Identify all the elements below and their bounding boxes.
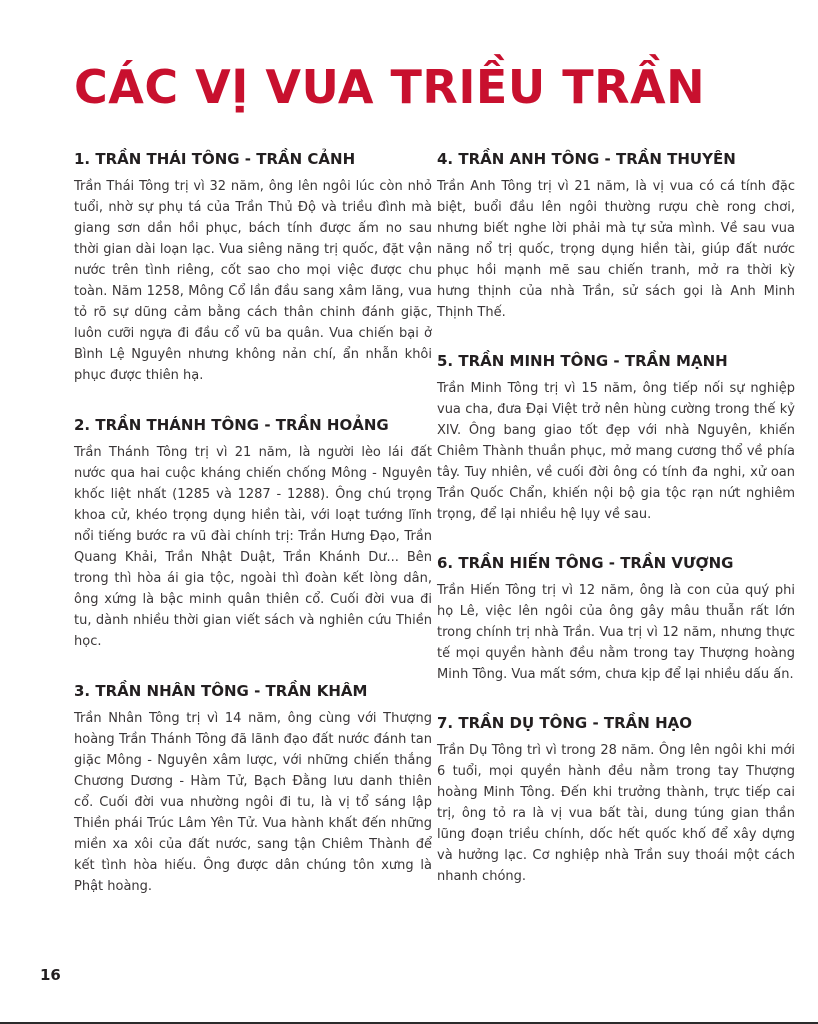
section-tran-du-tong: [437, 712, 795, 887]
section-tran-thai-tong: [74, 148, 432, 386]
section-body: Trần Nhân Tông trị vì 14 năm, ông cùng với Thượng hoàng Trần Thánh Tông đã lãnh đạo đất nước đánh tan giặc Mông - Nguyên xâm lược, với những chiến thắng Chương Dương - Hàm Tử, Bạch Đằng lưu danh thiên cổ. Cuối đời vua nhường ngôi đi tu, là vị tổ sáng lập Thiền phái Trúc Lâm Yên Tử. Vua hành khất đến những miền xa xôi của đất nước, sang tận Chiêm Thành để kết tình hòa hiếu. Ông được dân chúng tôn xưng là Phật hoàng.: [74, 711, 432, 894]
section-tran-hien-tong: [437, 552, 795, 685]
section-heading: 3. TRẦN NHÂN TÔNG - TRẦN KHÂM: [74, 682, 368, 700]
section-body: Trần Thánh Tông trị vì 21 năm, là người lèo lái đất nước qua hai cuộc kháng chiến chống Mông - Nguyên khốc liệt nhất (1285 và 1287 - 1288). Ông chú trọng khoa cử, khéo trọng dụng hiền tài, với loạt tướng lĩnh nổi tiếng bước ra vũ đài chính trị: Trần Hưng Đạo, Trần Quang Khải, Trần Nhật Duật, Trần Khánh Dư... Bên trong thì hòa ái gia tộc, ngoài thì đoàn kết lòng dân, ông xứng là bậc minh quân thiên cổ. Cuối đời vua đi tu, dành nhiều thời gian viết sách và nghiên cứu Thiền học.: [74, 445, 432, 649]
section-heading: 6. TRẦN HIẾN TÔNG - TRẦN VƯỢNG: [437, 554, 734, 572]
section-body: Trần Hiến Tông trị vì 12 năm, ông là con của quý phi họ Lê, việc lên ngôi của ông gây mâu thuẫn rất lớn trong chính trị nhà Trần. Vua trị vì 12 năm, nhưng thực tế mọi quyền hành đều nằm trong tay Thượng hoàng Minh Tông. Vua mất sớm, chưa kịp để lại nhiều dấu ấn.: [437, 583, 795, 682]
section-heading: 5. TRẦN MINH TÔNG - TRẦN MẠNH: [437, 352, 728, 370]
right-column: [437, 148, 795, 914]
section-tran-thanh-tong: [74, 414, 432, 652]
section-tran-anh-tong: [437, 148, 795, 323]
section-tran-minh-tong: [437, 350, 795, 525]
section-body: Trần Anh Tông trị vì 21 năm, là vị vua có cá tính đặc biệt, buổi đầu lên ngôi thường rượu chè rong chơi, nhưng biết nghe lời phải mà tự sửa mình. Về sau vua năng nổ trị quốc, trọng dụng hiền tài, giúp đất nước phục hồi mạnh mẽ sau chiến tranh, mở ra thời kỳ hưng thịnh của nhà Trần, sử sách gọi là Anh Minh Thịnh Thế.: [437, 179, 795, 320]
section-heading: 4. TRẦN ANH TÔNG - TRẦN THUYÊN: [437, 150, 736, 168]
section-body: Trần Minh Tông trị vì 15 năm, ông tiếp nối sự nghiệp vua cha, đưa Đại Việt trở nên hùng cường trong thế kỷ XIV. Ông bang giao tốt đẹp với nhà Nguyên, khiến Chiêm Thành thuần phục, mở mang cương thổ về phía tây. Tuy nhiên, về cuối đời ông có tính đa nghi, xử oan Trần Quốc Chẩn, khiến nội bộ gia tộc rạn nứt nghiêm trọng, để lại nhiều hệ lụy về sau.: [437, 381, 795, 522]
page-title: CÁC VỊ VUA TRIỀU TRẦN: [74, 60, 706, 114]
section-heading: 1. TRẦN THÁI TÔNG - TRẦN CẢNH: [74, 150, 356, 168]
section-body: Trần Thái Tông trị vì 32 năm, ông lên ngôi lúc còn nhỏ tuổi, nhờ sự phụ tá của Trần Thủ Độ và triều đình mà giang sơn dần hồi phục, bách tính được ấm no sau thời gian dài loạn lạc. Vua siêng năng trị quốc, đặt vận nước trên tình riêng, cốt sao cho mọi việc được chu toàn. Năm 1258, Mông Cổ lần đầu sang xâm lăng, vua tỏ rõ sự dũng cảm bằng cách thân chinh đánh giặc, luôn cưỡi ngựa đi đầu cổ vũ ba quân. Vua chiến bại ở Bình Lệ Nguyên nhưng không nản chí, ẩn nhẫn khôi phục được thiên hạ.: [74, 179, 432, 383]
left-column: [74, 148, 432, 925]
page-number: 16: [40, 966, 61, 984]
section-heading: 7. TRẦN DỤ TÔNG - TRẦN HẠO: [437, 714, 692, 732]
section-body: Trần Dụ Tông trì vì trong 28 năm. Ông lên ngôi khi mới 6 tuổi, mọi quyền hành đều nằm trong tay Thượng hoàng Minh Tông. Đến khi trưởng thành, trực tiếp cai trị, ông tỏ ra là vị vua bất tài, dung túng gian thần lũng đoạn triều chính, dốc hết quốc khố để xây dựng và hưởng lạc. Cơ nghiệp nhà Trần suy thoái một cách nhanh chóng.: [437, 743, 795, 884]
section-tran-nhan-tong: [74, 680, 432, 897]
section-heading: 2. TRẦN THÁNH TÔNG - TRẦN HOẢNG: [74, 416, 389, 434]
